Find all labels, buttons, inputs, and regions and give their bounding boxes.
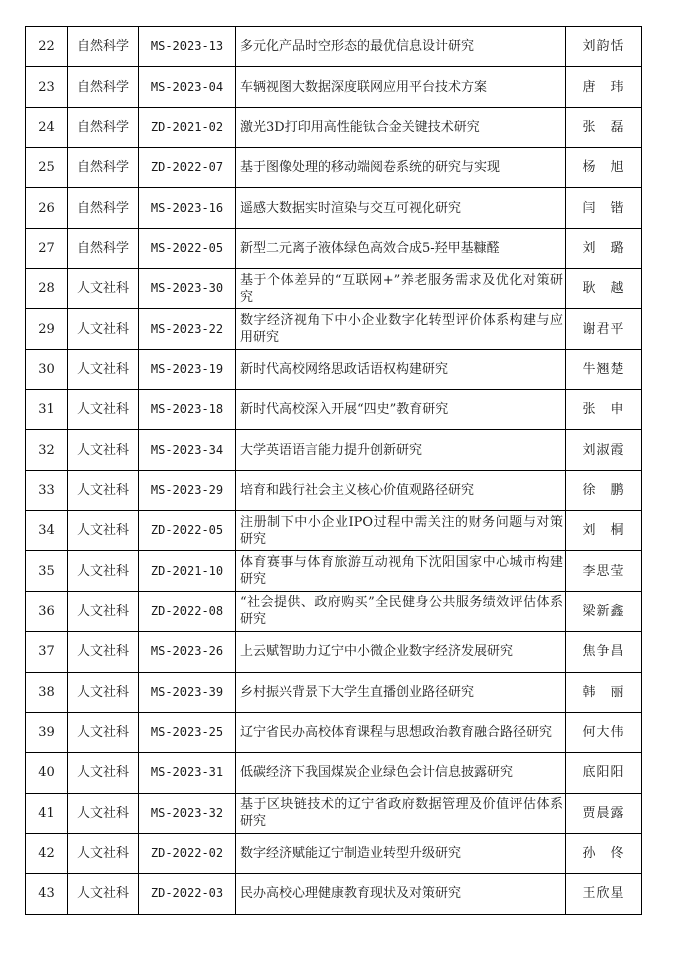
table-row bbox=[26, 712, 642, 752]
row-name: 徐 鹏 bbox=[566, 470, 642, 510]
row-name: 刘 桐 bbox=[566, 511, 642, 551]
row-code: ZD-2022-03 bbox=[139, 874, 236, 914]
row-name: 孙 佟 bbox=[566, 833, 642, 873]
row-code: MS-2023-18 bbox=[139, 390, 236, 430]
row-number: 38 bbox=[26, 672, 68, 712]
row-number: 33 bbox=[26, 470, 68, 510]
row-number: 23 bbox=[26, 67, 68, 107]
row-title: 上云赋智助力辽宁中小微企业数字经济发展研究 bbox=[236, 632, 566, 672]
row-title: 多元化产品时空形态的最优信息设计研究 bbox=[236, 27, 566, 67]
row-code: MS-2023-22 bbox=[139, 309, 236, 349]
row-category: 人文社科 bbox=[68, 672, 139, 712]
row-title: 注册制下中小企业IPO过程中需关注的财务问题与对策研究 bbox=[236, 511, 566, 551]
row-name: 闫 锴 bbox=[566, 188, 642, 228]
row-category: 人文社科 bbox=[68, 632, 139, 672]
row-name: 王欣星 bbox=[566, 874, 642, 914]
row-title: 数字经济视角下中小企业数字化转型评价体系构建与应用研究 bbox=[236, 309, 566, 349]
row-code: MS-2023-30 bbox=[139, 269, 236, 309]
table-row bbox=[26, 551, 642, 591]
row-title: 数字经济赋能辽宁制造业转型升级研究 bbox=[236, 833, 566, 873]
table-row bbox=[26, 107, 642, 147]
row-number: 31 bbox=[26, 390, 68, 430]
row-name: 谢君平 bbox=[566, 309, 642, 349]
row-name: 韩 丽 bbox=[566, 672, 642, 712]
row-name: 刘淑霞 bbox=[566, 430, 642, 470]
row-category: 自然科学 bbox=[68, 148, 139, 188]
row-name: 梁新鑫 bbox=[566, 591, 642, 631]
row-title: 大学英语语言能力提升创新研究 bbox=[236, 430, 566, 470]
row-code: MS-2023-29 bbox=[139, 470, 236, 510]
row-code: MS-2023-32 bbox=[139, 793, 236, 833]
row-category: 人文社科 bbox=[68, 349, 139, 389]
row-category: 人文社科 bbox=[68, 470, 139, 510]
row-number: 41 bbox=[26, 793, 68, 833]
table-row bbox=[26, 27, 642, 67]
row-title: 新时代高校深入开展“四史”教育研究 bbox=[236, 390, 566, 430]
row-number: 34 bbox=[26, 511, 68, 551]
row-category: 自然科学 bbox=[68, 107, 139, 147]
row-title: 体育赛事与体育旅游互动视角下沈阳国家中心城市构建研究 bbox=[236, 551, 566, 591]
row-number: 28 bbox=[26, 269, 68, 309]
row-name: 杨 旭 bbox=[566, 148, 642, 188]
row-code: ZD-2022-07 bbox=[139, 148, 236, 188]
row-code: MS-2023-26 bbox=[139, 632, 236, 672]
row-number: 40 bbox=[26, 753, 68, 793]
table-row bbox=[26, 430, 642, 470]
row-name: 贾晨露 bbox=[566, 793, 642, 833]
row-code: ZD-2021-10 bbox=[139, 551, 236, 591]
row-name: 耿 越 bbox=[566, 269, 642, 309]
row-number: 37 bbox=[26, 632, 68, 672]
table-row bbox=[26, 228, 642, 268]
table-row bbox=[26, 833, 642, 873]
row-code: MS-2023-19 bbox=[139, 349, 236, 389]
row-number: 25 bbox=[26, 148, 68, 188]
row-name: 唐 玮 bbox=[566, 67, 642, 107]
row-name: 焦争昌 bbox=[566, 632, 642, 672]
row-number: 39 bbox=[26, 712, 68, 752]
table-row bbox=[26, 309, 642, 349]
row-code: MS-2023-13 bbox=[139, 27, 236, 67]
table-row bbox=[26, 511, 642, 551]
table-row bbox=[26, 269, 642, 309]
row-code: MS-2022-05 bbox=[139, 228, 236, 268]
table-row bbox=[26, 874, 642, 914]
row-code: MS-2023-39 bbox=[139, 672, 236, 712]
row-number: 43 bbox=[26, 874, 68, 914]
row-number: 32 bbox=[26, 430, 68, 470]
row-category: 自然科学 bbox=[68, 188, 139, 228]
table-row bbox=[26, 470, 642, 510]
row-category: 人文社科 bbox=[68, 833, 139, 873]
table-row bbox=[26, 672, 642, 712]
table-row bbox=[26, 793, 642, 833]
row-name: 张 磊 bbox=[566, 107, 642, 147]
row-number: 22 bbox=[26, 27, 68, 67]
row-number: 24 bbox=[26, 107, 68, 147]
row-category: 人文社科 bbox=[68, 511, 139, 551]
row-category: 人文社科 bbox=[68, 793, 139, 833]
row-title: 基于个体差异的“互联网+”养老服务需求及优化对策研究 bbox=[236, 269, 566, 309]
row-category: 人文社科 bbox=[68, 591, 139, 631]
row-title: 基于区块链技术的辽宁省政府数据管理及价值评估体系研究 bbox=[236, 793, 566, 833]
row-code: MS-2023-31 bbox=[139, 753, 236, 793]
row-category: 自然科学 bbox=[68, 27, 139, 67]
table-row bbox=[26, 67, 642, 107]
row-title: 基于图像处理的移动端阅卷系统的研究与实现 bbox=[236, 148, 566, 188]
row-title: 辽宁省民办高校体育课程与思想政治教育融合路径研究 bbox=[236, 712, 566, 752]
row-name: 底阳阳 bbox=[566, 753, 642, 793]
row-category: 人文社科 bbox=[68, 309, 139, 349]
row-number: 30 bbox=[26, 349, 68, 389]
table-row bbox=[26, 632, 642, 672]
row-code: ZD-2022-05 bbox=[139, 511, 236, 551]
row-title: 民办高校心理健康教育现状及对策研究 bbox=[236, 874, 566, 914]
row-name: 张 申 bbox=[566, 390, 642, 430]
project-table-body bbox=[26, 27, 642, 915]
table-row bbox=[26, 188, 642, 228]
row-code: MS-2023-34 bbox=[139, 430, 236, 470]
row-number: 35 bbox=[26, 551, 68, 591]
row-category: 人文社科 bbox=[68, 390, 139, 430]
row-title: 培育和践行社会主义核心价值观路径研究 bbox=[236, 470, 566, 510]
row-number: 29 bbox=[26, 309, 68, 349]
row-number: 36 bbox=[26, 591, 68, 631]
table-row bbox=[26, 753, 642, 793]
row-category: 人文社科 bbox=[68, 874, 139, 914]
row-name: 牛翘楚 bbox=[566, 349, 642, 389]
row-code: MS-2023-04 bbox=[139, 67, 236, 107]
row-title: 车辆视图大数据深度联网应用平台技术方案 bbox=[236, 67, 566, 107]
row-category: 人文社科 bbox=[68, 430, 139, 470]
row-title: 新时代高校网络思政话语权构建研究 bbox=[236, 349, 566, 389]
table-row bbox=[26, 390, 642, 430]
row-name: 刘 璐 bbox=[566, 228, 642, 268]
table-row bbox=[26, 591, 642, 631]
row-code: ZD-2022-08 bbox=[139, 591, 236, 631]
row-name: 刘韵恬 bbox=[566, 27, 642, 67]
row-title: “社会提供、政府购买”全民健身公共服务绩效评估体系研究 bbox=[236, 591, 566, 631]
row-category: 自然科学 bbox=[68, 228, 139, 268]
row-title: 遥感大数据实时渲染与交互可视化研究 bbox=[236, 188, 566, 228]
row-name: 何大伟 bbox=[566, 712, 642, 752]
row-category: 人文社科 bbox=[68, 269, 139, 309]
row-title: 乡村振兴背景下大学生直播创业路径研究 bbox=[236, 672, 566, 712]
row-category: 人文社科 bbox=[68, 551, 139, 591]
row-category: 人文社科 bbox=[68, 753, 139, 793]
row-number: 26 bbox=[26, 188, 68, 228]
row-number: 27 bbox=[26, 228, 68, 268]
row-title: 激光3D打印用高性能钛合金关键技术研究 bbox=[236, 107, 566, 147]
row-category: 人文社科 bbox=[68, 712, 139, 752]
row-code: ZD-2021-02 bbox=[139, 107, 236, 147]
row-category: 自然科学 bbox=[68, 67, 139, 107]
row-code: MS-2023-16 bbox=[139, 188, 236, 228]
project-table bbox=[25, 26, 642, 915]
row-code: ZD-2022-02 bbox=[139, 833, 236, 873]
table-row bbox=[26, 148, 642, 188]
table-row bbox=[26, 349, 642, 389]
row-code: MS-2023-25 bbox=[139, 712, 236, 752]
row-title: 新型二元离子液体绿色高效合成5-羟甲基糠醛 bbox=[236, 228, 566, 268]
row-name: 李思莹 bbox=[566, 551, 642, 591]
row-title: 低碳经济下我国煤炭企业绿色会计信息披露研究 bbox=[236, 753, 566, 793]
row-number: 42 bbox=[26, 833, 68, 873]
